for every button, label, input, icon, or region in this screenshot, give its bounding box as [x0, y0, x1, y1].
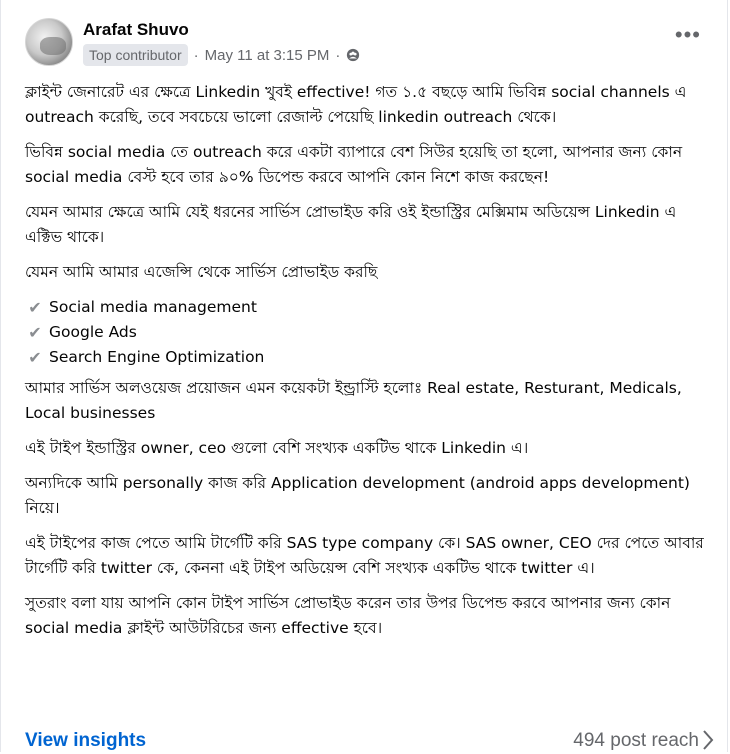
services-list	[25, 295, 715, 370]
check-mark-icon: ✔	[28, 298, 42, 317]
paragraph: যেমন আমার ক্ষেত্রে আমি যেই ধরনের সার্ভিস প্রোভাইড করি ওই ইন্ডাস্ট্রির মেক্সিমাম অডিয়েন্স Linkedin এ এক্টিভ থাকে।	[25, 203, 677, 246]
post-reach-count[interactable]: 494 post reach	[573, 730, 699, 751]
service-label: Google Ads	[49, 323, 137, 341]
friends-group-icon[interactable]	[346, 48, 360, 62]
service-label: Social media management	[49, 298, 257, 316]
top-contributor-badge[interactable]: Top contributor	[83, 44, 188, 66]
meta-separator-2: ·	[335, 46, 341, 64]
list-item	[25, 320, 715, 345]
more-horizontal-icon[interactable]: •••	[674, 22, 701, 47]
paragraph: যেমন আমি আমার এজেন্সি থেকে সার্ভিস প্রোভাইড করছি	[25, 263, 378, 281]
paragraph: আমার সার্ভিস অলওয়েজ প্রয়োজন এমন কয়েকটা ইন্ড্রাস্টি হলোঃ Real estate, Resturant, Medicals, Local businesses	[25, 379, 682, 422]
post-body	[25, 80, 715, 651]
service-label: Search Engine Optimization	[49, 348, 265, 366]
check-mark-icon: ✔	[28, 323, 42, 342]
paragraph: এই টাইপের কাজ পেতে আমি টার্গেটি করি SAS type company কে। SAS owner, CEO দের পেতে আবার টার্গেটি করি twitter কে, কেননা এই টাইপ অডিয়েন্স বেশি সংখ্যক একটিভ থাকে twitter এ।	[25, 534, 704, 577]
meta-separator: ·	[193, 46, 199, 64]
avatar[interactable]	[25, 18, 73, 66]
paragraph: ক্লাইন্ট জেনারেট এর ক্ষেত্রে Linkedin খুবই effective! গত ১.৫ বছড়ে আমি ভিবিন্ন social channels এ outreach করেছি, তবে সবচেয়ে ভালো রেজাল্ট পেয়েছি linkedin outreach থেকে।	[25, 83, 687, 126]
paragraph: এই টাইপ ইন্ডাস্ট্রির owner, ceo গুলো বেশি সংখ্যক একটিভ থাকে Linkedin এ।	[25, 439, 529, 457]
paragraph: ভিবিন্ন social media তে outreach করে একটা ব্যাপারে বেশ সিউর হয়েছি তা হলো, আপনার জন্য কোন social media বেস্ট হবে তার ৯০% ডিপেন্ড করবে আপনি কোন নিশে কাজ করছেন!	[25, 143, 683, 186]
view-insights-link[interactable]: View insights	[25, 730, 147, 751]
check-mark-icon: ✔	[28, 348, 42, 367]
author-name[interactable]: Arafat Shuvo	[83, 20, 189, 39]
list-item	[25, 345, 715, 370]
list-item	[25, 295, 715, 320]
post-timestamp[interactable]: May 11 at 3:15 PM	[204, 46, 330, 64]
paragraph: অন্যদিকে আমি personally কাজ করি Application development (android apps development) নিয়ে।	[25, 474, 690, 517]
paragraph: সুতরাং বলা যায় আপনি কোন টাইপ সার্ভিস প্রোভাইড করেন তার উপর ডিপেন্ড করবে আপনার জন্য কোন social media ক্লাইন্ট আউটরিচের জন্য effective হবে।	[25, 594, 671, 637]
post-footer	[25, 728, 713, 754]
post-header	[25, 18, 707, 68]
chevron-right-icon[interactable]	[701, 728, 715, 752]
post-meta	[83, 44, 360, 66]
